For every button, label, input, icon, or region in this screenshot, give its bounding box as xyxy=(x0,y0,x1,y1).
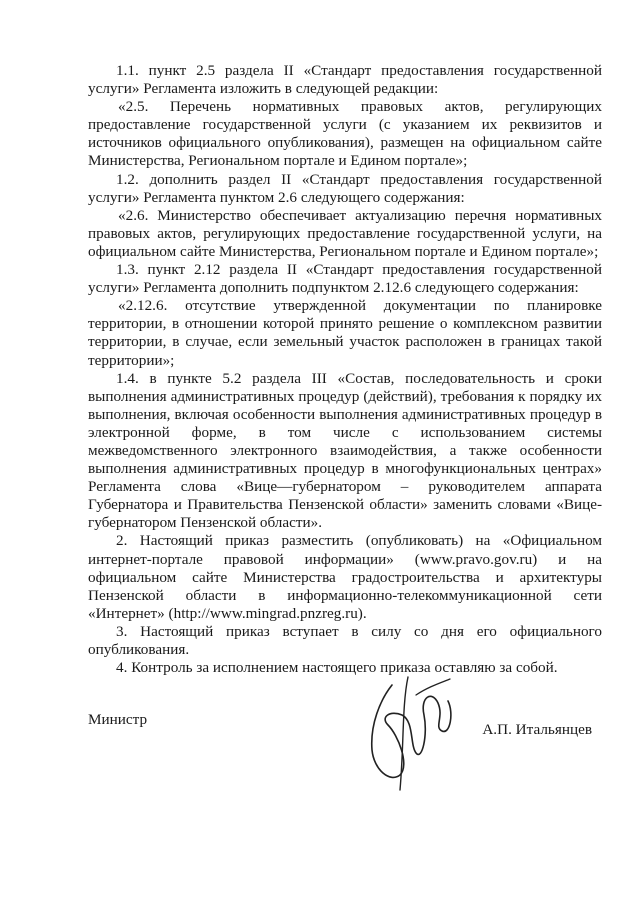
paragraph-3: 3. Настоящий приказ вступает в силу со дня его официального опубликования. xyxy=(88,622,602,658)
paragraph-1-1: 1.1. пункт 2.5 раздела II «Стандарт предоставления государственной услуги» Регламента изложить в следующей редакции: xyxy=(88,62,602,98)
paragraph-2: 2. Настоящий приказ разместить (опубликовать) на «Официальном интернет-портале правовой информации» (www.pravo.gov.ru) и на официальном сайте Министерства градостроительства и архитектуры Пензенской области в информационно-телекоммуникационной сети «Интернет» (http://www.mingrad.pnzreg.ru). xyxy=(88,532,602,622)
signature-block xyxy=(88,711,602,738)
paragraph-4: 4. Контроль за исполнением настоящего приказа оставляю за собой. xyxy=(116,659,558,677)
signatory-title: Министр xyxy=(88,711,148,728)
paragraph-1-2: 1.2. дополнить раздел II «Стандарт предоставления государственной услуги» Регламента пунктом 2.6 следующего содержания: xyxy=(88,170,602,206)
document-body xyxy=(88,62,602,677)
signatory-name: А.П. Итальянцев xyxy=(482,721,592,738)
paragraph-1-3: 1.3. пункт 2.12 раздела II «Стандарт предоставления государственной услуги» Регламента дополнить подпунктом 2.12.6 следующего содержания: xyxy=(88,261,602,297)
paragraph-2-6-quote: «2.6. Министерство обеспечивает актуализацию перечня нормативных правовых актов, регулирующих предоставление государственной услуги, на официальном сайте Министерства, Региональном портале и Едином портале»; xyxy=(88,206,602,260)
paragraph-2-5-quote: «2.5. Перечень нормативных правовых актов, регулирующих предоставление государственной услуги (с указанием их реквизитов и источников официального опубликования), размещен на официальном сайте Министерства, Региональном портале и Едином портале»; xyxy=(88,98,602,170)
paragraph-1-4: 1.4. в пункте 5.2 раздела III «Состав, последовательность и сроки выполнения административных процедур (действий), требования к порядку их выполнения, включая особенности выполнения административных процедур в электронной форме, в том числе с использованием системы межведомственного электронного взаимодействия, а также особенности выполнения административных процедур в многофункциональных центрах» Регламента слова «Вице—губернатором – руководителем аппарата Губернатора и Правительства Пензенской области» заменить словами «Вице-губернатором Пензенской области». xyxy=(88,369,602,532)
paragraph-2-12-6-quote: «2.12.6. отсутствие утвержденной документации по планировке территории, в отношении которой принято решение о комплексном развитии территории, в случае, если земельный участок расположен в границах такой территории»; xyxy=(88,297,602,369)
